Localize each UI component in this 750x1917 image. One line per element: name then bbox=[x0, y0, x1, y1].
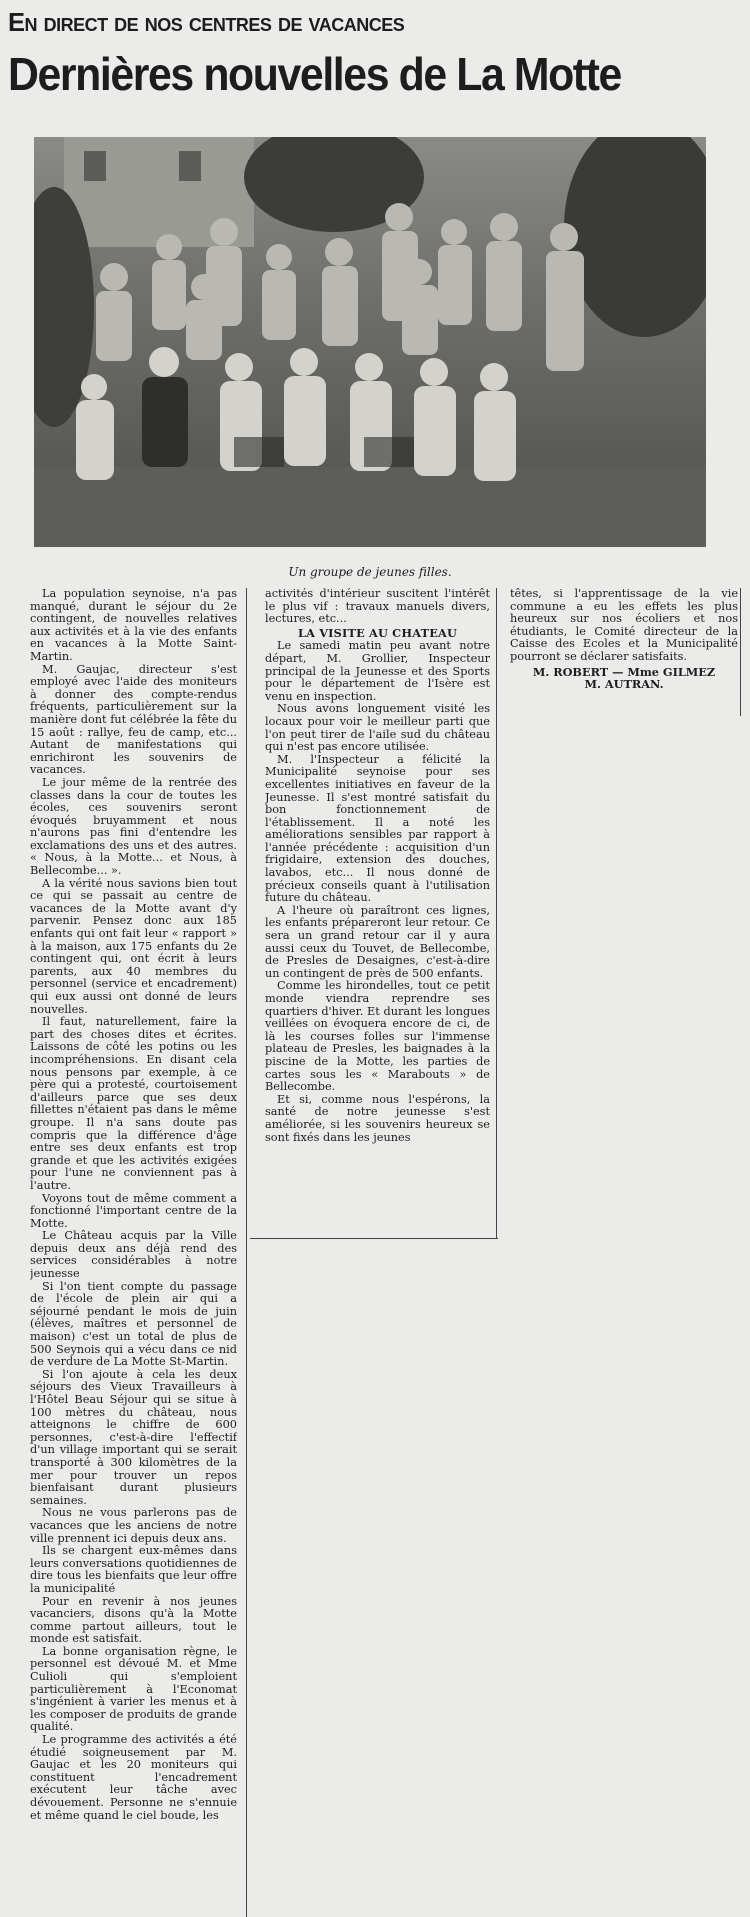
section-kicker: En direct de nos centres de vacances bbox=[8, 9, 405, 37]
paragraph: Voyons tout de même comment a fonctionné l'important centre de la Motte. bbox=[30, 1191, 237, 1230]
article-column-1 bbox=[30, 588, 237, 1914]
paragraph: Le programme des activités a été étudié soigneusement par M. Gaujac et les 20 moniteurs qui constituent l'encadrement exécutent leur tâche avec dévouement. Personne ne s'ennuie et même quand le ciel boude, les bbox=[30, 1733, 237, 1822]
column-divider bbox=[740, 588, 741, 716]
paragraph: Le Château acquis par la Ville depuis deux ans déjà rend des services considérables à notre jeunesse bbox=[30, 1229, 237, 1281]
paragraph: activités d'intérieur suscitent l'intérêt le plus vif : travaux manuels divers, lectures, etc... bbox=[265, 588, 490, 626]
page-headline: Dernières nouvelles de La Motte bbox=[8, 48, 621, 100]
paragraph: Et si, comme nous l'espérons, la santé de notre jeunesse s'est améliorée, si les souvenirs heureux se sont fixés dans les jeunes bbox=[265, 1092, 490, 1144]
photo-image bbox=[34, 137, 706, 547]
group-photo bbox=[34, 137, 706, 547]
paragraph: têtes, si l'apprentissage de la vie commune a eu les effets les plus heureux sur nos écoliers et nos étudiants, le Comité directeur de la Caisse des Ecoles et la Municipalité pourront se déclarer satisfaits. bbox=[510, 588, 738, 663]
paragraph: La bonne organisation règne, le personnel est dévoué M. et Mme Culioli qui s'emploient particulièrement à l'Economat s'ingénient à varier les menus et à les composer de produits de grande qualité. bbox=[30, 1644, 237, 1734]
paragraph: A l'heure où paraîtront ces lignes, les enfants prépareront leur retour. Ce sera un grand retour car il y aura aussi ceux du Touvet, de Bellecombe, de Presles de Desaignes, c'est-à-dire un contingent de près de 500 enfants. bbox=[265, 903, 490, 980]
paragraph: Si l'on tient compte du passage de l'école de plein air qui a séjourné pendant le mois de juin (élèves, maîtres et personnel de maison) c'est un total de plus de 500 Seynois qui a vécu dans ce nid de verdure de La Motte St-Martin. bbox=[30, 1279, 237, 1369]
column-divider bbox=[246, 588, 247, 1917]
signature: M. AUTRAN. bbox=[584, 677, 664, 692]
article-column-2 bbox=[265, 588, 490, 1238]
paragraph: La population seynoise, n'a pas manqué, durant le séjour du 2e contingent, de nouvelles relatives aux activités et à la vie des enfants en vacances à la Motte Saint-Martin. bbox=[30, 588, 237, 663]
paragraph: M. Gaujac, directeur s'est employé avec l'aide des moniteurs à donner des compte-rendus fréquents, particulièrement sur la manière dont fut célébrée la fête du 15 août : rallye, feu de camp, etc... Autant de manifestations qui enrichiront les souvenirs de vacances. bbox=[30, 662, 237, 777]
paragraph: A la vérité nous savions bien tout ce qui se passait au centre de vacances de la Motte avant d'y parvenir. Pensez donc aux 185 enfants qui ont fait leur « rapport » à la maison, aux 175 enfants du 2e contingent qui, ont écrit à leurs parents, aux 40 membres du personnel (service et encadrement) qui eux aussi ont donné de leurs nouvelles. bbox=[30, 876, 237, 1016]
paragraph: Si l'on ajoute à cela les deux séjours des Vieux Travailleurs à l'Hôtel Beau Séjour qui se situe à 100 mètres du château, nous atteignons le chiffre de 600 personnes, c'est-à-dire l'effectif d'un village important qui se serait transporté à 300 kilomètres de la mer pour trouver un repos bienfaisant durant plusieurs semaines. bbox=[30, 1367, 237, 1507]
column-divider bbox=[496, 588, 497, 1238]
article-column-3 bbox=[510, 588, 738, 728]
signature: M. ROBERT — Mme GILMEZ bbox=[532, 664, 716, 679]
paragraph: Comme les hirondelles, tout ce petit monde viendra reprendre ses quartiers d'hiver. Et durant les longues veillées on évoquera encore de ci, de là les courses folles sur l'immense plateau de Presles, les baignades à la piscine de la Motte, les parties de cartes sous les « Marabouts » de Bellecombe. bbox=[265, 979, 490, 1094]
paragraph: Le samedi matin peu avant notre départ, M. Grollier, Inspecteur principal de la Jeunesse et des Sports pour le département de l'Isère est venu en inspection. bbox=[265, 639, 490, 703]
subheading: LA VISITE AU CHATEAU bbox=[297, 625, 458, 640]
paragraph: Nous ne vous parlerons pas de vacances que les anciens de notre ville prennent ici depuis deux ans. bbox=[30, 1506, 237, 1545]
paragraph: Nous avons longuement visité les locaux pour voir le meilleur parti que l'on peut tirer de l'aile sud du château qui n'est pas encore utilisée. bbox=[265, 702, 490, 754]
paragraph: Ils se chargent eux-mêmes dans leurs conversations quotidiennes de dire tous les bienfaits que leur offre la municipalité bbox=[30, 1544, 237, 1595]
column-end-rule bbox=[250, 1238, 498, 1239]
photo-caption: Un groupe de jeunes filles. bbox=[288, 565, 452, 579]
paragraph: Le jour même de la rentrée des classes dans la cour de toutes les écoles, ces souvenirs seront évoqués bruyamment et nous n'aurons pas fini d'entendre les exclamations des uns et des autres. « Nous, à la Motte... et Nous, à Bellecombe... ». bbox=[30, 775, 237, 878]
paragraph: Il faut, naturellement, faire la part des choses dites et écrites. Laissons de côté les potins ou les incompréhensions. En disant cela nous pensons par exemple, à ce père qui a protesté, courtoisement d'ailleurs parce que ses deux fillettes n'étaient pas dans le même groupe. Il n'a sans doute pas compris que la différence d'âge entre ses deux enfants est trop grande et que les activités exigées pour l'une ne conviennent pas à l'autre. bbox=[30, 1015, 237, 1192]
paragraph: Pour en revenir à nos jeunes vacanciers, disons qu'à la Motte comme partout ailleurs, tout le monde est satisfait. bbox=[30, 1594, 237, 1646]
paragraph: M. l'Inspecteur a félicité la Municipalité seynoise pour ses excellentes initiatives en faveur de la Jeunesse. Il s'est montré satisfait du bon fonctionnement de l'établissement. Il a noté les améliorations sensibles par rapport à l'année précédente : acquisition d'un frigidaire, extension des douches, lavabos, etc... Il nous donné de précieux conseils quant à l'utilisation future du château. bbox=[265, 752, 490, 905]
